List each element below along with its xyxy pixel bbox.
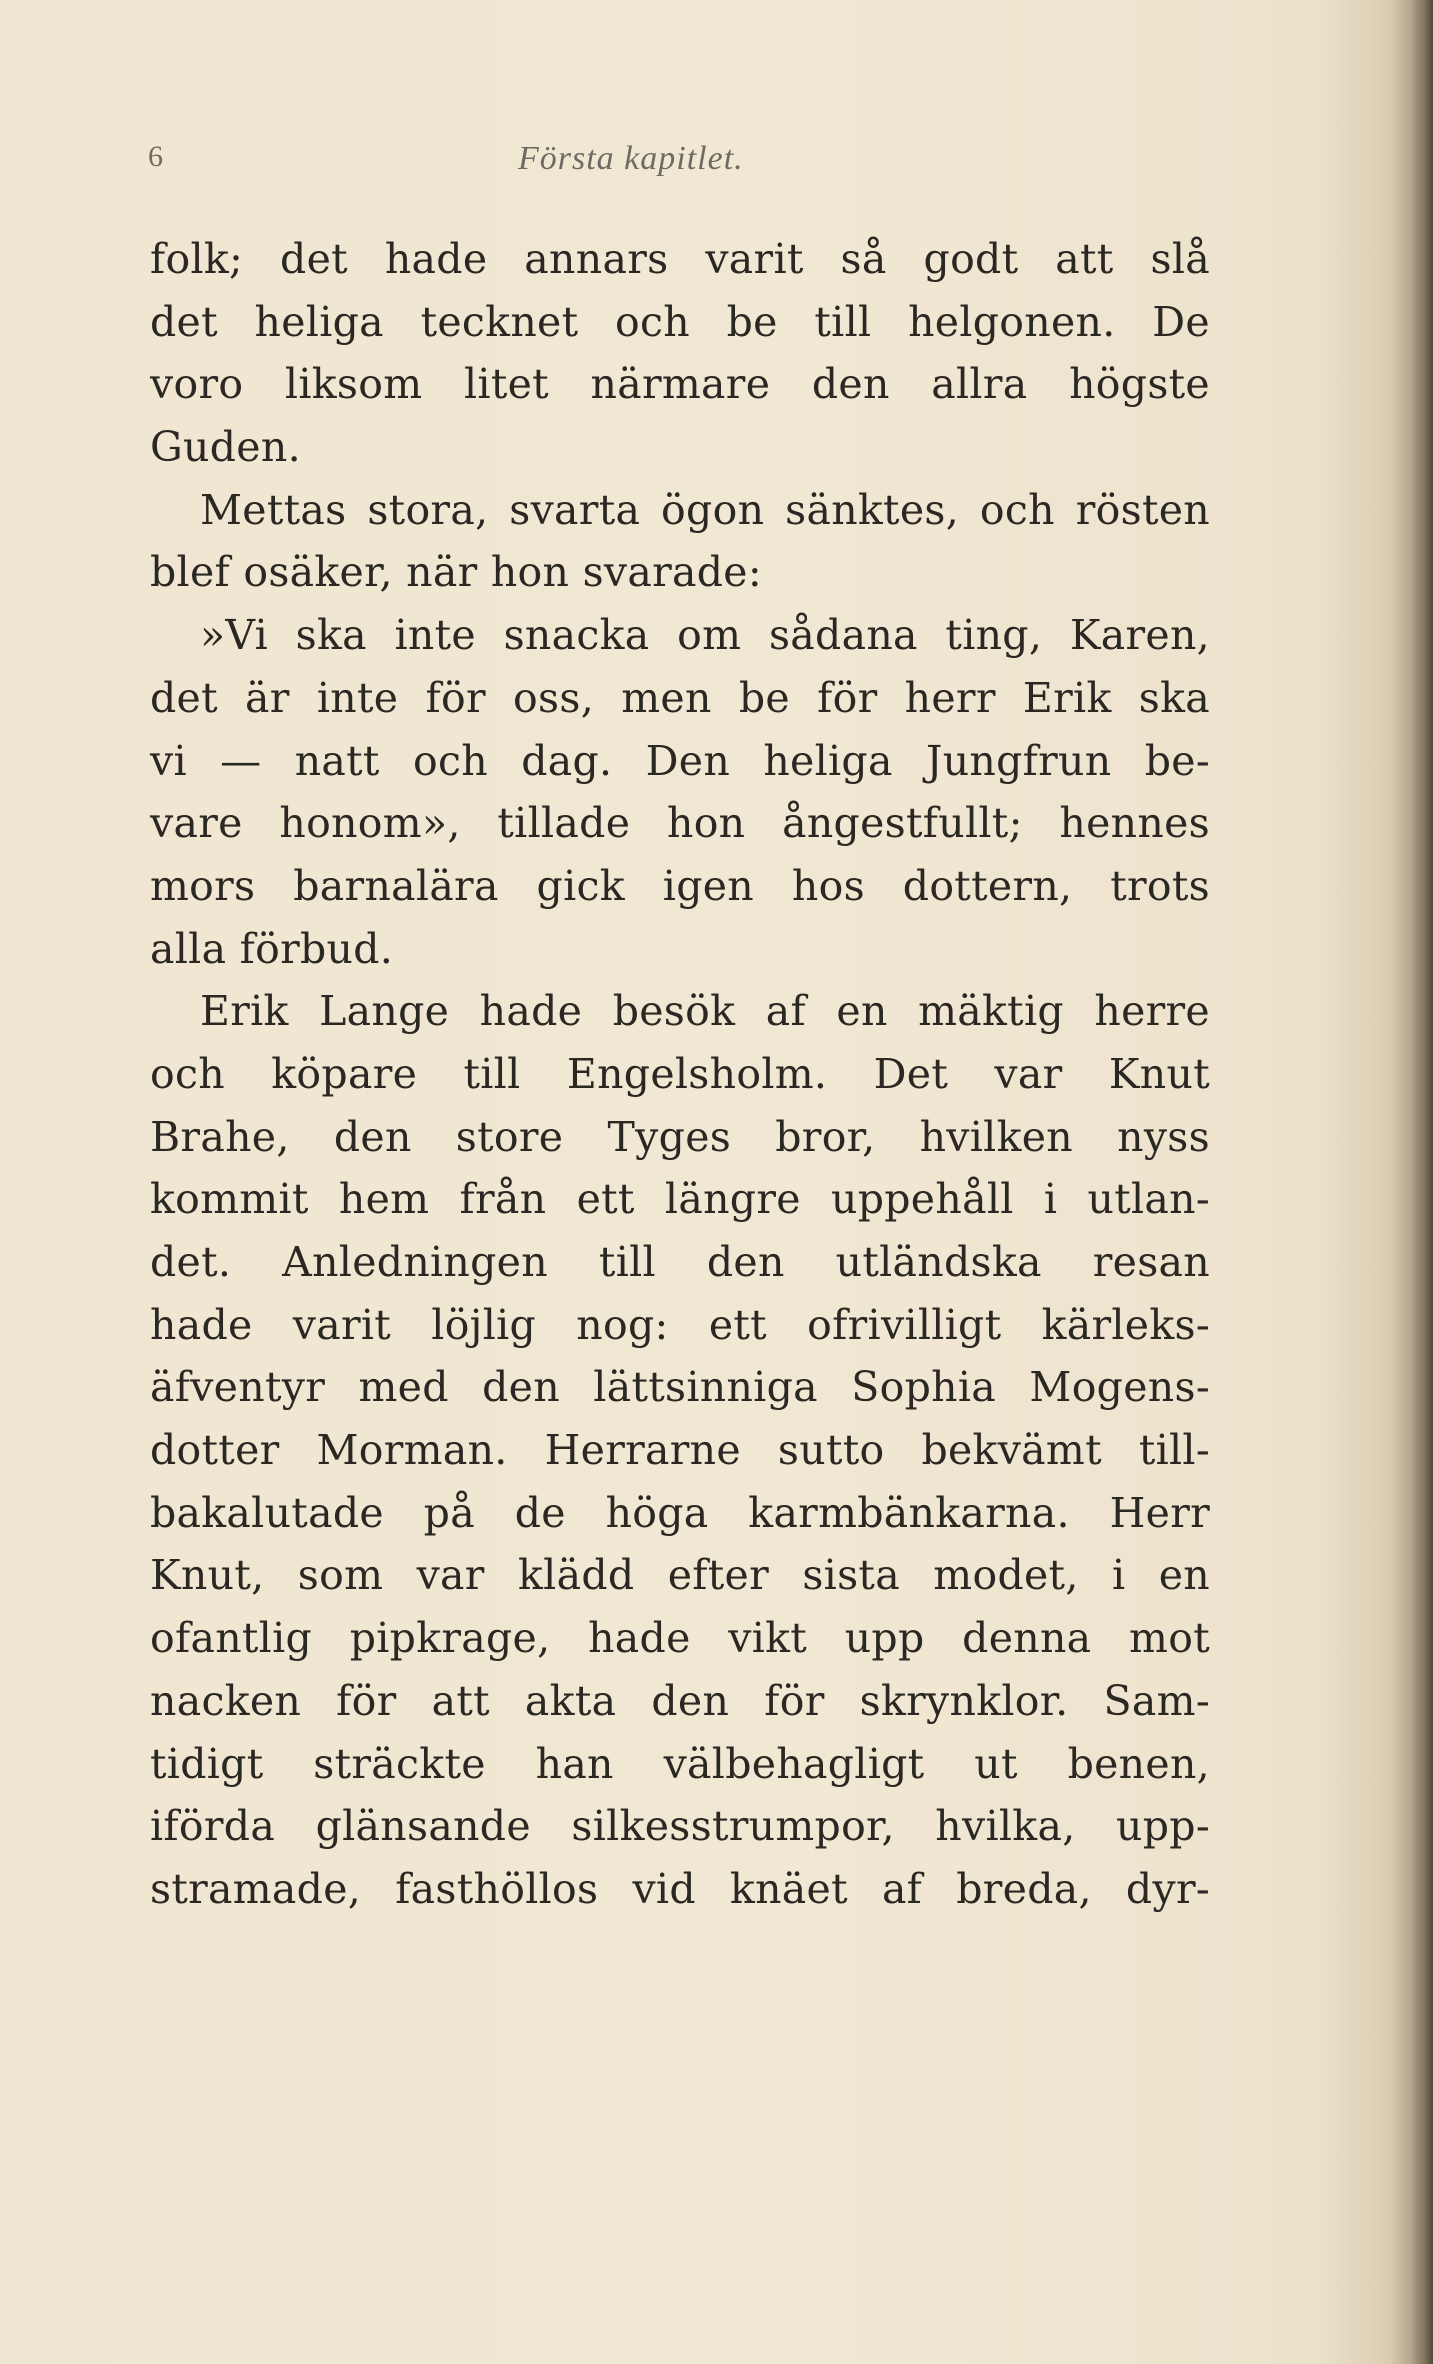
text-line: blef osäker, när hon svarade:: [150, 548, 762, 597]
text-line: folk; det hade annars varit så godt att slå: [150, 235, 1210, 283]
text-line: vi — natt och dag. Den heliga Jungfrun be-: [150, 736, 1210, 785]
chapter-title: Första kapitlet.: [518, 140, 744, 177]
text-line: det. Anledningen till den utländska resan: [150, 1238, 1210, 1286]
text-line: »Vi ska inte snacka om sådana ting, Karen,: [200, 611, 1210, 660]
text-line: alla förbud.: [150, 924, 394, 973]
body-text: [150, 228, 1210, 1921]
text-line: bakalutade på de höga karmbänkarna. Herr: [150, 1488, 1210, 1537]
text-line: iförda glänsande silkesstrumpor, hvilka, upp-: [150, 1802, 1210, 1851]
text-line: vare honom», tillade hon ångestfullt; hennes: [150, 799, 1210, 848]
text-line: dotter Morman. Herrarne sutto bekvämt till-: [150, 1426, 1210, 1475]
running-head: [148, 140, 1228, 200]
page-edge-shadow: [1411, 0, 1433, 2364]
text-line: mors barnalära gick igen hos dottern, trots: [150, 861, 1210, 910]
text-line: Guden.: [150, 423, 301, 472]
text-line: kommit hem från ett längre uppehåll i utlan-: [150, 1175, 1210, 1224]
text-line: ofantlig pipkrage, hade vikt upp denna mot: [150, 1614, 1210, 1663]
text-line: Brahe, den store Tyges bror, hvilken nyss: [150, 1112, 1210, 1161]
text-line: Mettas stora, svarta ögon sänktes, och rösten: [200, 485, 1210, 534]
text-line: tidigt sträckte han välbehagligt ut benen,: [150, 1739, 1210, 1788]
text-line: det heliga tecknet och be till helgonen. De: [150, 297, 1210, 346]
text-line: voro liksom litet närmare den allra högste: [150, 360, 1210, 409]
page-number: 6: [148, 140, 163, 173]
text-line: hade varit löjlig nog: ett ofrivilligt kärleks-: [150, 1300, 1210, 1349]
text-line: stramade, fasthöllos vid knäet af breda, dyr-: [150, 1864, 1210, 1913]
text-line: det är inte för oss, men be för herr Erik ska: [150, 673, 1210, 722]
text-line: nacken för att akta den för skrynklor. Sam-: [150, 1676, 1210, 1725]
text-line: äfventyr med den lättsinniga Sophia Mogens-: [150, 1363, 1210, 1412]
text-line: Erik Lange hade besök af en mäktig herre: [200, 987, 1210, 1036]
text-line: och köpare till Engelsholm. Det var Knut: [150, 1049, 1210, 1098]
text-line: Knut, som var klädd efter sista modet, i en: [150, 1551, 1210, 1600]
